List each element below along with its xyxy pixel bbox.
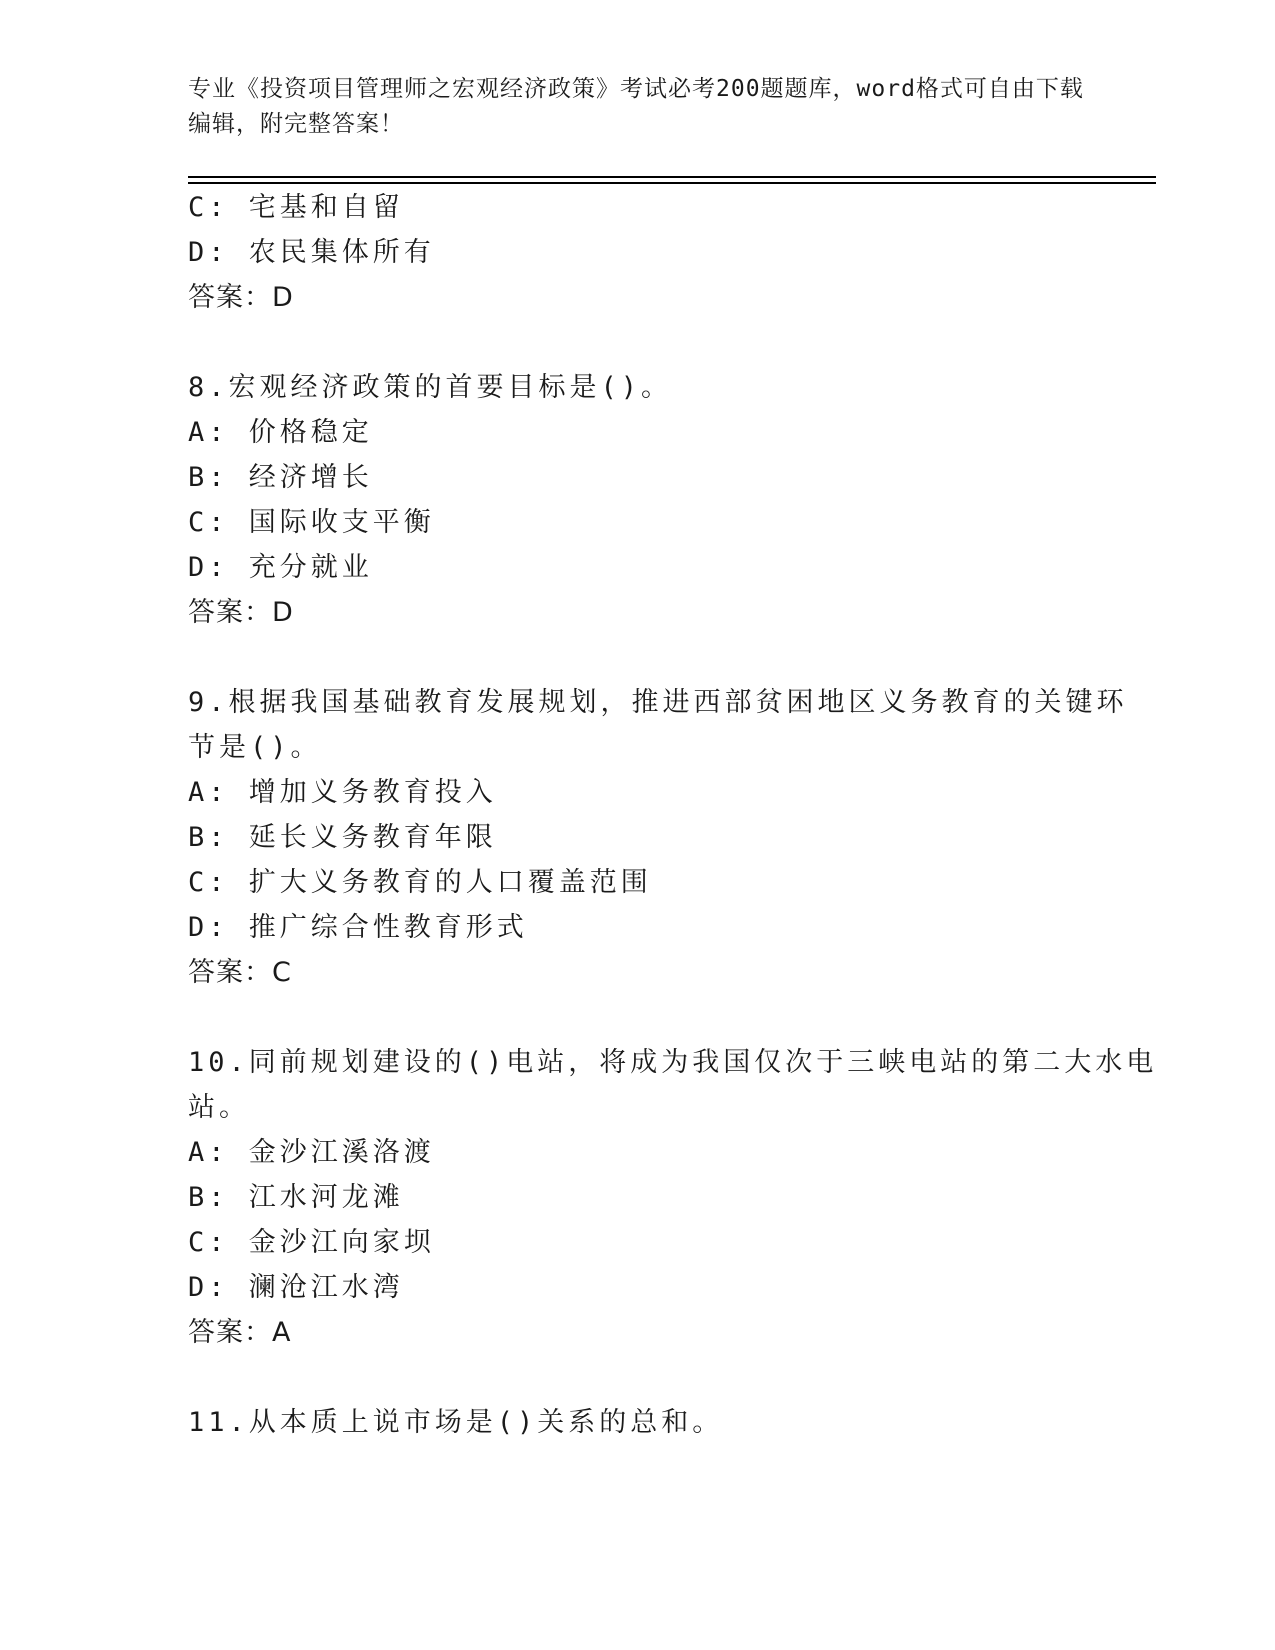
q10-option-b: B: 江水河龙滩 (188, 1182, 404, 1213)
q9-answer: 答案：C (188, 957, 292, 988)
q9-option-c: C: 扩大义务教育的人口覆盖范围 (188, 867, 652, 898)
q9-stem-line2: 节是()。 (188, 732, 322, 763)
prev-option-c: C: 宅基和自留 (188, 192, 404, 223)
prev-option-d: D: 农民集体所有 (188, 237, 435, 268)
q10-option-d: D: 澜沧江水湾 (188, 1272, 404, 1303)
q9-option-b: B: 延长义务教育年限 (188, 822, 497, 853)
q10-answer: 答案：A (188, 1317, 292, 1348)
q11-stem: 11.从本质上说市场是()关系的总和。 (188, 1407, 724, 1438)
document-header: 专业《投资项目管理师之宏观经济政策》考试必考200题题库，word格式可自由下载编辑，附完整答案！ (188, 76, 1084, 137)
header-rule-top (188, 176, 1156, 178)
q8-option-c: C: 国际收支平衡 (188, 507, 435, 538)
q8-option-b: B: 经济增长 (188, 462, 373, 493)
q8-answer: 答案：D (188, 597, 294, 628)
q8-option-d: D: 充分就业 (188, 552, 373, 583)
q8-stem: 8.宏观经济政策的首要目标是()。 (188, 372, 673, 403)
q9-option-d: D: 推广综合性教育形式 (188, 912, 528, 943)
q10-option-a: A: 金沙江溪洛渡 (188, 1137, 435, 1168)
prev-answer: 答案：D (188, 282, 294, 313)
q9-stem-line1: 9.根据我国基础教育发展规划，推进西部贫困地区义务教育的关键环 (188, 687, 1128, 718)
header-rule-bottom (188, 182, 1156, 184)
q10-option-c: C: 金沙江向家坝 (188, 1227, 435, 1258)
q10-stem-line2: 站。 (188, 1092, 250, 1123)
q10-stem-line1: 10.同前规划建设的()电站，将成为我国仅次于三峡电站的第二大水电 (188, 1047, 1158, 1078)
q9-option-a: A: 增加义务教育投入 (188, 777, 497, 808)
q8-option-a: A: 价格稳定 (188, 417, 373, 448)
